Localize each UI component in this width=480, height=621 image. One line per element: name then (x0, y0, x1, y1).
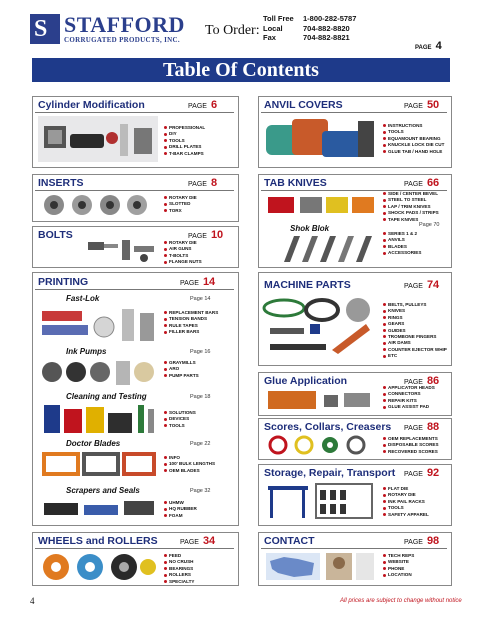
section-title: PRINTING (38, 276, 89, 288)
ink-pumps-list: GRAYMILLS ARO PUMP PARTS (164, 360, 199, 379)
scores-list: OEM REPLACEMENTS DISPOSABLE SCORES RECOVERED SCORES (383, 436, 439, 455)
shok-blok-image (280, 234, 378, 264)
section-title: Glue Application (264, 375, 348, 387)
phone-label: Toll Free (263, 14, 294, 23)
subsection-title: Ink Pumps (66, 347, 107, 356)
section-title: CONTACT (264, 535, 315, 547)
cleaning-list: SOLUTIONS DEVICES TOOLS (164, 410, 196, 429)
fastlok-image (40, 305, 158, 345)
doctor-blades-list: INFO 100' BULK LENGTHS OEM BLADES (164, 455, 215, 474)
phone-value: 1-800-282-5787 (303, 14, 357, 23)
section-page: PAGE 66 (404, 177, 440, 189)
section-title: WHEELS and ROLLERS (38, 535, 158, 547)
bolts-list: ROTARY DIE AIR GUNS T-BOLTS FLANGE NUTS (164, 240, 202, 266)
subsection-page: Page 14 (190, 296, 211, 302)
section-page: PAGE 14 (180, 276, 216, 288)
logo-subtitle: CORRUGATED PRODUCTS, INC. (64, 36, 180, 44)
phone-label: Local (263, 23, 283, 33)
storage-list: FLAT DIE ROTARY DIE INK PAIL RACKS TOOLS SAFETY APPAREL (383, 486, 429, 518)
subsection-title: Cleaning and Testing (66, 392, 147, 401)
section-title: ANVIL COVERS (264, 99, 343, 111)
to-order-label: To Order: (205, 23, 260, 38)
phone-label: Fax (263, 33, 276, 42)
page-title: Table Of Contents (32, 58, 450, 82)
machine-parts-image (262, 294, 378, 360)
storage-image (264, 480, 376, 522)
scrapers-list: UHMW HQ RUBBER FOAM (164, 500, 197, 519)
subsection-page: Page 70 (419, 222, 440, 228)
footer-page-number: 4 (30, 596, 35, 606)
section-page: PAGE 98 (404, 535, 440, 547)
subsection-page: Page 22 (190, 441, 211, 447)
contact-image (264, 551, 376, 582)
section-page: PAGE 10 (188, 229, 224, 241)
section-title: INSERTS (38, 177, 84, 189)
section-page: PAGE 8 (188, 177, 218, 189)
logo-name: STAFFORD (64, 12, 185, 37)
section-title: Cylinder Modification (38, 99, 145, 111)
tab-knives-image (264, 193, 378, 217)
bolts-image (86, 236, 158, 264)
inserts-image (40, 192, 150, 218)
section-page: PAGE 92 (404, 467, 440, 479)
section-title: Storage, Repair, Transport (264, 467, 396, 479)
section-page: PAGE 34 (180, 535, 216, 547)
machine-parts-list: BELTS, PULLEYS KNIVES RINGS GEARS GUIDES TROMBONE FINGERS AIR DAMS COUNTER EJECTOR WHIP ETC (383, 302, 447, 360)
anvil-list: INSTRUCTIONS TOOLS EQUAMOUNT BEARING KNUCKLE LOCK DIE CUT GLUE TAB / HAND HOLE (383, 123, 444, 155)
phone-value: 704-882-8820 (303, 23, 350, 33)
section-title: BOLTS (38, 229, 73, 241)
subsection-page: Page 18 (190, 394, 211, 400)
wheels-image (40, 551, 158, 582)
subsection-page: Page 16 (190, 349, 211, 355)
anvil-covers-image (262, 115, 378, 163)
scrapers-image (40, 497, 158, 521)
section-title: MACHINE PARTS (264, 279, 351, 291)
tab-knives-list: SIDE / CENTER BEVEL STEEL TO STEEL LAP / TRIM KNIVES SHOCK PADS / STRIPS TAPE KNIVES (383, 191, 439, 223)
subsection-title: Scrapers and Seals (66, 486, 140, 495)
doctor-blades-image (40, 450, 158, 478)
shok-blok-list: SERIES 1 & 2 ANVILS BLADES ACCESSORIES (383, 231, 421, 257)
contact-list: TECH REPS WEBSITE PHONE LOCATION (383, 553, 414, 579)
subsection-title: Shok Blok (290, 224, 330, 233)
scores-image (266, 435, 376, 455)
section-page: PAGE 74 (404, 279, 440, 291)
glue-image (264, 389, 374, 411)
section-page: PAGE 50 (404, 99, 440, 111)
header-page-number: PAGE 4 (415, 40, 442, 52)
section-title: Scores, Collars, Creasers (264, 421, 392, 433)
ink-pumps-image (40, 357, 158, 387)
subsection-title: Fast-Lok (66, 294, 100, 303)
subsection-page: Page 32 (190, 488, 211, 494)
section-page: PAGE 88 (404, 421, 440, 433)
logo-mark: S (30, 14, 60, 44)
subsection-title: Doctor Blades (66, 439, 121, 448)
inserts-list: ROTARY DIE SLOTTED TORX (164, 195, 197, 214)
cleaning-image (40, 403, 158, 435)
section-page: PAGE 6 (188, 99, 218, 111)
cylinder-tools-image (38, 116, 158, 162)
cylinder-list: PROFESSIONAL DIY TOOLS DRILL PLATES T-BAR CLAMPS (164, 125, 205, 157)
wheels-list: FEED NO CRUSH BEARINGS ROLLERS SPECIALTY (164, 553, 194, 585)
fastlok-list: REPLACEMENT BARS TENSION BANDS RULE TAPES FILLER BARS (164, 310, 218, 336)
section-page: PAGE 86 (404, 375, 440, 387)
section-title: TAB KNIVES (264, 177, 327, 189)
glue-list: APPLICATOR HEADS CONNECTORS REPAIR KITS GLUE ASSIST PAD (383, 385, 435, 411)
footer-disclaimer: All prices are subject to change without notice (340, 598, 462, 604)
phone-list (263, 14, 356, 43)
phone-value: 704-882-8821 (303, 33, 350, 42)
